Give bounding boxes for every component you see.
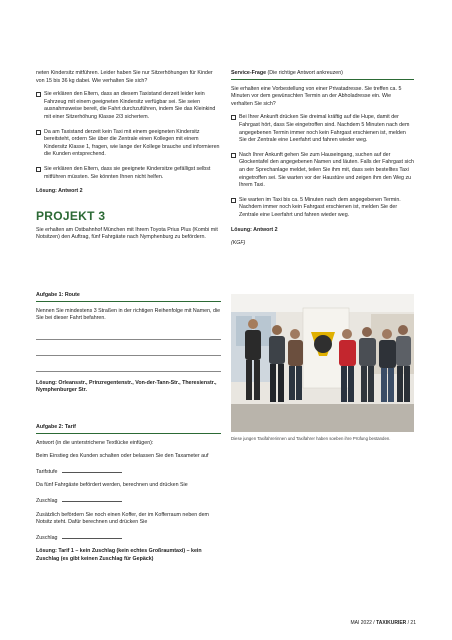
answer-line[interactable]: [36, 361, 221, 372]
task2-p3: Zusätzlich befördern Sie noch einen Koffer, der im Kofferraum neben dem Notsitz steht. Dafür berechnen und drücken Sie: [36, 511, 209, 526]
task2-heading: Aufgabe 2: Tarif: [36, 424, 221, 434]
zuschlag-label: Zuschlag: [36, 534, 58, 541]
heading-title: Service-Frage: [231, 70, 267, 76]
task1-section: [36, 292, 221, 401]
task2-solution: Lösung: Tarif 1 – kein Zuschlag (kein echtes Großraumtaxi) – kein Zuschlag (es gibt keinen Zuschlag für Gepäck): [36, 548, 202, 562]
zuschlag-row-2: [36, 533, 221, 543]
tarif-blank[interactable]: [62, 467, 122, 473]
service-option-3[interactable]: [231, 197, 414, 220]
task2-p1: Beim Einstieg des Kunden schalten oder belassen Sie den Taxameter auf: [36, 453, 209, 460]
page-footer: [351, 620, 417, 626]
tarif-label: Tarifstufe: [36, 468, 58, 475]
option-text: Bei Ihrer Ankunft drücken Sie dreimal kräftig auf die Hupe, damit der Fahrgast hört, dass Sie eingetroffen sind. Nachdem 5 Minuten nach dem angegebenen Termin immer noch kein Fahrgast erschienen ist, melden Sie der Zentrale eine Leerfahrt und fahren wieder weg.: [239, 114, 410, 144]
option-2[interactable]: [36, 129, 221, 159]
footer-page: / 21: [407, 620, 416, 626]
heading-note: (Die richtige Antwort ankreuzen): [267, 70, 343, 76]
service-heading: [231, 70, 414, 80]
service-option-2[interactable]: [231, 152, 414, 190]
checkbox[interactable]: [36, 167, 41, 172]
option-text: Sie erklären den Eltern, dass an diesem Taxistand derzeit leider kein Fahrzeug mit einem geeigneten Kindersitz verfügbar sei. Sie seien ausnahmsweise bereit, die Fahrt durchzuführen, indem Sie das Kleinkind mit einer Sitzerhöhung Klasse 2/3 sichertem.: [44, 91, 216, 120]
answer-line[interactable]: [36, 329, 221, 340]
option-text: Da am Taxistand derzeit kein Taxi mit einem geeigneten Kindersitz bereitsteht, ordern Sie über die Zentrale einen Kollegen mit einem Kindersitz Klasse 1, fragen, wie lange der Kollege brauche und informieren die Kunden entsprechend.: [44, 128, 220, 158]
checkbox[interactable]: [231, 153, 236, 158]
project-text: Sie erhalten am Ostbahnhof München mit Ihrem Toyota Prius Plus (Kombi mit Notsitzen) den Auftrag, fünf Fahrgäste nach Nymphenburg zu befördern.: [36, 226, 218, 241]
solution: Lösung: Antwort 2: [36, 188, 83, 195]
option-text: Sie erklären den Eltern, dass sie geeignete Kindersitze gefälligst selbst mitführen müssten. Sie könnten Ihnen nicht helfen.: [44, 165, 211, 180]
task2-p2: Da fünf Fahrgäste befördert werden, berechnen und drücken Sie: [36, 482, 188, 489]
group-photo-image: [231, 294, 414, 432]
footer-issue: MAI 2022 /: [350, 620, 375, 626]
task1-text: Nennen Sie mindestens 3 Straßen in der richtigen Reihenfolge mit Namen, die Sie bei dieser Fahrt befahren.: [36, 307, 221, 322]
service-solution: Lösung: Antwort 2: [231, 226, 278, 233]
checkbox[interactable]: [231, 198, 236, 203]
zuschlag-row-1: [36, 496, 221, 506]
tarif-row: [36, 467, 221, 477]
option-text: Nach Ihrer Ankunft gehen Sie zum Hauseingang, suchen auf der Glockentafel den angegebenen Namen und läuten. Falls der Fahrgast sich an der Sprechanlage meldet, teilen Sie ihm mit, dass sein bestelltes Taxi eingetroffen sei. Sie warten vor der Haustüre und zeigen ihm den Weg zu Ihrem Taxi.: [239, 151, 414, 189]
checkbox[interactable]: [36, 92, 41, 97]
right-column: [231, 70, 414, 254]
service-intro: Sie erhalten eine Vorbestellung von einer Privatadresse. Sie treffen ca. 5 Minuten vor dem gewünschten Termin an der Abholadresse ein. Wie verhalten Sie sich?: [231, 85, 402, 107]
photo-caption: Diese jungen Taxifahrerinnen und Taxifahrer haben soeben ihre Prüfung bestanden.: [231, 436, 391, 441]
left-column: [36, 70, 221, 248]
option-1[interactable]: [36, 91, 221, 121]
task1-solution: Lösung: Orleansstr., Prinzregentenstr., Von-der-Tann-Str., Theresienstr., Nymphenburger Str.: [36, 379, 217, 394]
footer-magazine: TAXIKURIER: [376, 620, 407, 626]
task2-section: [36, 424, 221, 570]
zuschlag-label: Zuschlag: [36, 497, 58, 504]
task2-instruction: Antwort (in die unterstrichene Textlücke einfügen):: [36, 439, 154, 446]
zuschlag-blank[interactable]: [62, 496, 122, 502]
credit: (KGF): [231, 240, 246, 247]
zuschlag-blank[interactable]: [62, 533, 122, 539]
checkbox[interactable]: [231, 115, 236, 120]
intro-text: neten Kindersitz mitführen. Leider haben Sie nur Sitzerhöhungen für Kinder von 15 bis 36 kg dabei. Wie verhalten Sie sich?: [36, 70, 213, 84]
task1-heading: Aufgabe 1: Route: [36, 292, 221, 302]
project-title: PROJEKT 3: [36, 208, 106, 223]
answer-line[interactable]: [36, 345, 221, 356]
option-text: Sie warten im Taxi bis ca. 5 Minuten nach dem angegebenen Termin. Nachdem immer noch kein Fahrgast erschienen ist, melden Sie der Zentrale eine Leerfahrt und fahren wieder weg.: [239, 196, 401, 218]
group-photo: [231, 294, 414, 432]
option-3[interactable]: [36, 166, 221, 181]
service-option-1[interactable]: [231, 114, 414, 144]
checkbox[interactable]: [36, 130, 41, 135]
